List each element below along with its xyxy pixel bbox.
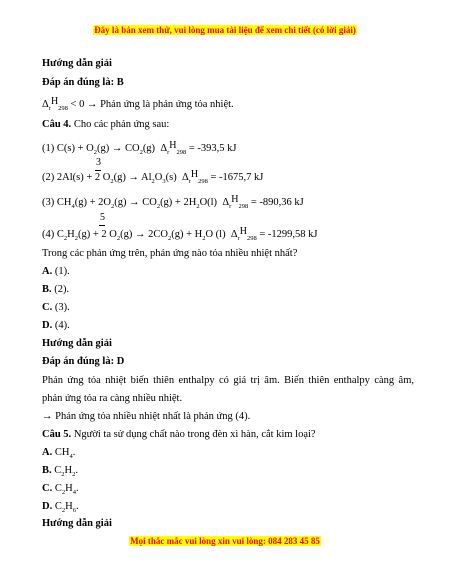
answer-line: Đáp án đúng là: D: [42, 356, 125, 367]
reaction-3: (3) $CH_4(g) + 2O_2(g) \to CO_2(g) + 2H_2O(l) \Delta_rH_{298} = -890,36$ kJ: [42, 194, 304, 211]
enthalpy-statement: $\Delta_rH_{298} < 0$ → Phản ứng là phản ứng tỏa nhiệt.: [42, 96, 234, 113]
option-b: B. (2).: [42, 284, 70, 295]
option-a: A. $CH_4$.: [42, 447, 76, 461]
explanation-line-3: → Phản ứng tỏa nhiều nhiệt nhất là phản ứng (4).: [42, 411, 251, 422]
explanation-line-2: phản ứng tỏa ra càng nhiều nhiệt.: [42, 393, 183, 404]
option-d: D. (4).: [42, 320, 70, 331]
question-4-text: Trong các phản ứng trên, phản ứng nào tỏa nhiều nhiệt nhất?: [42, 248, 298, 259]
question-5: Câu 5. Người ta sử dụng chất nào trong đèn xì hàn, cắt kim loại?: [42, 429, 316, 440]
solution-heading: Hướng dẫn giải: [42, 518, 112, 529]
option-c: C. $C_2H_4$.: [42, 483, 79, 497]
question-4-intro: Câu 4. Cho các phản ứng sau:: [42, 119, 170, 130]
option-c: C. (3).: [42, 302, 70, 313]
reaction-4: (4) $C_2H_2(g) + 2$ $O_2(g) \to 2CO_2(g) + H_2O$ (l) $\Delta_rH_{298} = -1299,58$ kJ: [42, 226, 318, 243]
reaction-1: (1) $C(s) + O_2(g) \to CO_2(g) \Delta_rH_{298} = -393,5$ kJ: [42, 140, 237, 157]
explanation-line-1: Phản ứng tỏa nhiệt biến thiên enthalpy có giá trị âm. Biến thiên enthalpy càng âm,: [42, 375, 414, 386]
fraction-bar: [99, 225, 105, 226]
option-b: B. $C_2H_2$.: [42, 465, 78, 479]
reaction-2: (2) 2Al(s) + 2 $O_2(g) \to Al_2O_3(s) \Delta_rH_{298} = -1675,7$ kJ: [42, 169, 264, 186]
answer-line: Đáp án đúng là: B: [42, 77, 124, 88]
fraction-3-2-num: 3: [96, 157, 101, 168]
fraction-5-2-num: 5: [100, 212, 105, 223]
footer-notice: Mọi thắc mắc vui lòng xin vui lòng: 084 283 45 85: [130, 536, 320, 546]
option-a: A. (1).: [42, 266, 70, 277]
solution-heading: Hướng dẫn giải: [42, 338, 112, 349]
solution-heading: Hướng dẫn giải: [42, 58, 112, 69]
option-d: D. $C_2H_6$.: [42, 501, 79, 515]
header-notice: Đây là bản xem thử, vui lòng mua tài liệu để xem chi tiết (có lời giải): [94, 25, 356, 35]
